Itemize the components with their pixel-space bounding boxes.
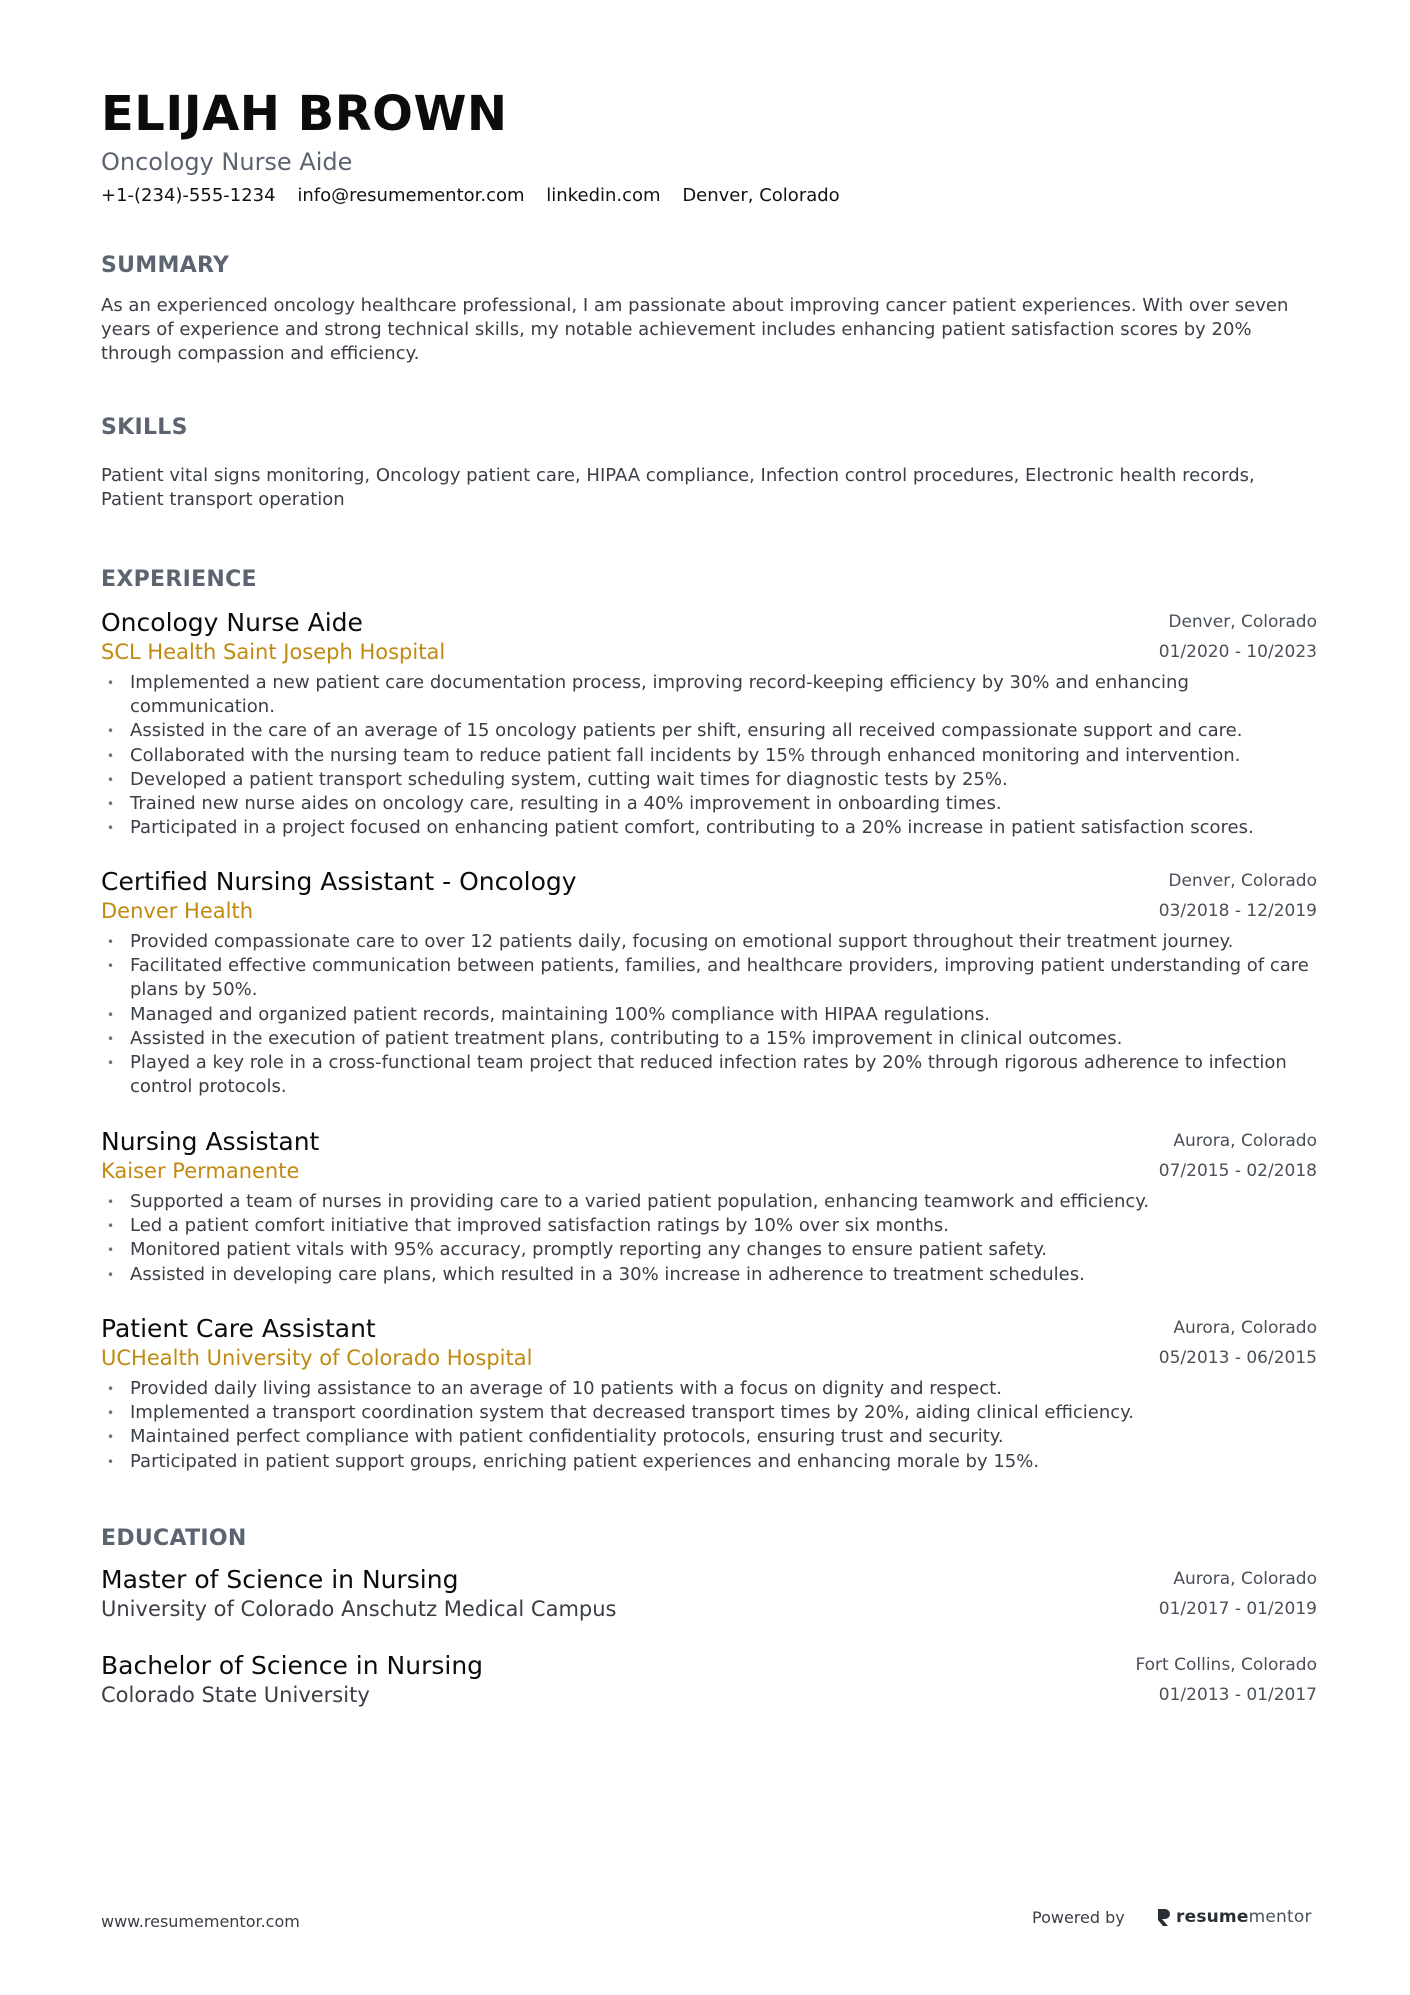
school-name: University of Colorado Anschutz Medical Campus (101, 1597, 617, 1621)
education-dates: 01/2017 - 01/2019 (1158, 1599, 1317, 1619)
job-dates: 07/2015 - 02/2018 (1158, 1161, 1317, 1181)
job-title: Patient Care Assistant (101, 1314, 376, 1343)
education-dates: 01/2013 - 01/2017 (1158, 1685, 1317, 1705)
school-name: Colorado State University (101, 1683, 370, 1707)
achievement-item: • Trained new nurse aides on oncology care, resulting in a 40% improvement in onboarding times. (101, 792, 1317, 816)
achievement-item: • Monitored patient vitals with 95% accuracy, promptly reporting any changes to ensure patient safety. (101, 1238, 1317, 1262)
company-name: Kaiser Permanente (101, 1159, 300, 1183)
job-title: Certified Nursing Assistant - Oncology (101, 867, 577, 896)
achievement-item: • Implemented a transport coordination system that decreased transport times by 20%, aiding clinical efficiency. (101, 1401, 1317, 1425)
brand-name (1176, 1907, 1312, 1927)
candidate-name: ELIJAH BROWN (101, 86, 508, 142)
school-location: Aurora, Colorado (1173, 1569, 1317, 1589)
achievement-list (101, 930, 1317, 1099)
job-location: Aurora, Colorado (1173, 1318, 1317, 1338)
achievement-item: • Assisted in the care of an average of 15 oncology patients per shift, ensuring all received compassionate support and care. (101, 719, 1317, 743)
experience-entry (101, 1126, 1317, 1296)
contact-line (101, 184, 856, 208)
achievement-item: • Managed and organized patient records, maintaining 100% compliance with HIPAA regulations. (101, 1003, 1317, 1027)
job-location: Denver, Colorado (1168, 871, 1317, 891)
contact-email[interactable]: info@resumementor.com (297, 185, 525, 206)
contact-phone[interactable]: +1-(234)-555-1234 (101, 185, 276, 206)
achievement-item: • Facilitated effective communication between patients, families, and healthcare providers, improving patient understanding of care plans by 50%. (101, 954, 1317, 1002)
contact-location: Denver, Colorado (682, 185, 840, 206)
experience-heading: EXPERIENCE (101, 567, 257, 592)
company-name: UCHealth University of Colorado Hospital (101, 1346, 533, 1370)
achievement-item: • Collaborated with the nursing team to reduce patient fall incidents by 15% through enhanced monitoring and intervention. (101, 744, 1317, 768)
achievement-item: • Participated in a project focused on enhancing patient comfort, contributing to a 20% increase in patient satisfaction scores. (101, 816, 1317, 840)
job-dates: 05/2013 - 06/2015 (1158, 1348, 1317, 1368)
education-entry (101, 1650, 1317, 1714)
job-location: Aurora, Colorado (1173, 1131, 1317, 1151)
achievement-item: • Played a key role in a cross-functional team project that reduced infection rates by 20% through rigorous adherence to infection control protocols. (101, 1051, 1317, 1099)
achievement-list (101, 1190, 1317, 1287)
achievement-item: • Led a patient comfort initiative that improved satisfaction ratings by 10% over six months. (101, 1214, 1317, 1238)
school-location: Fort Collins, Colorado (1135, 1655, 1317, 1675)
contact-linkedin[interactable]: linkedin.com (546, 185, 661, 206)
degree-title: Bachelor of Science in Nursing (101, 1651, 484, 1680)
experience-entry (101, 1313, 1317, 1483)
powered-by-label: Powered by (1032, 1908, 1125, 1927)
achievement-item: • Assisted in developing care plans, which resulted in a 30% increase in adherence to treatment schedules. (101, 1263, 1317, 1287)
education-heading: EDUCATION (101, 1526, 247, 1551)
achievement-item: • Supported a team of nurses in providing care to a varied patient population, enhancing teamwork and efficiency. (101, 1190, 1317, 1214)
achievement-list (101, 671, 1317, 840)
job-dates: 01/2020 - 10/2023 (1158, 642, 1317, 662)
job-dates: 03/2018 - 12/2019 (1158, 901, 1317, 921)
footer-website-link[interactable]: www.resumementor.com (101, 1912, 300, 1931)
summary-heading: SUMMARY (101, 253, 230, 278)
achievement-item: • Implemented a new patient care documentation process, improving record-keeping efficiency by 30% and enhancing communication. (101, 671, 1317, 719)
skills-text: Patient vital signs monitoring, Oncology patient care, HIPAA compliance, Infection control procedures, Electronic health records, Patient transport operation (101, 465, 1255, 510)
achievement-item: • Participated in patient support groups, enriching patient experiences and enhancing morale by 15%. (101, 1450, 1317, 1474)
summary-text: As an experienced oncology healthcare professional, I am passionate about improving cancer patient experiences. With over seven years of experience and strong technical skills, my notable achievement includes enhancing patient satisfaction scores by 20% through compassion and efficiency. (101, 295, 1289, 364)
company-name: Denver Health (101, 899, 254, 923)
achievement-item: • Developed a patient transport scheduling system, cutting wait times for diagnostic tests by 25%. (101, 768, 1317, 792)
achievement-item: • Assisted in the execution of patient treatment plans, contributing to a 15% improvement in clinical outcomes. (101, 1027, 1317, 1051)
job-location: Denver, Colorado (1168, 612, 1317, 632)
achievement-item: • Maintained perfect compliance with patient confidentiality protocols, ensuring trust and security. (101, 1425, 1317, 1449)
experience-entry (101, 607, 1317, 847)
achievement-item: • Provided daily living assistance to an average of 10 patients with a focus on dignity and respect. (101, 1377, 1317, 1401)
job-title: Oncology Nurse Aide (101, 608, 363, 637)
experience-entry (101, 866, 1317, 1106)
brand-name-light: mentor (1248, 1907, 1312, 1927)
company-name: SCL Health Saint Joseph Hospital (101, 640, 446, 664)
job-title: Nursing Assistant (101, 1127, 320, 1156)
achievement-list (101, 1377, 1317, 1474)
resumementor-logo[interactable] (1156, 1904, 1312, 1930)
resumementor-logo-icon (1156, 1907, 1172, 1927)
education-entry (101, 1564, 1317, 1628)
achievement-item: • Provided compassionate care to over 12 patients daily, focusing on emotional support throughout their treatment journey. (101, 930, 1317, 954)
brand-name-bold: resume (1176, 1907, 1249, 1927)
resume-page (101, 0, 1317, 1995)
degree-title: Master of Science in Nursing (101, 1565, 459, 1594)
skills-heading: SKILLS (101, 415, 188, 440)
candidate-headline: Oncology Nurse Aide (101, 148, 353, 176)
